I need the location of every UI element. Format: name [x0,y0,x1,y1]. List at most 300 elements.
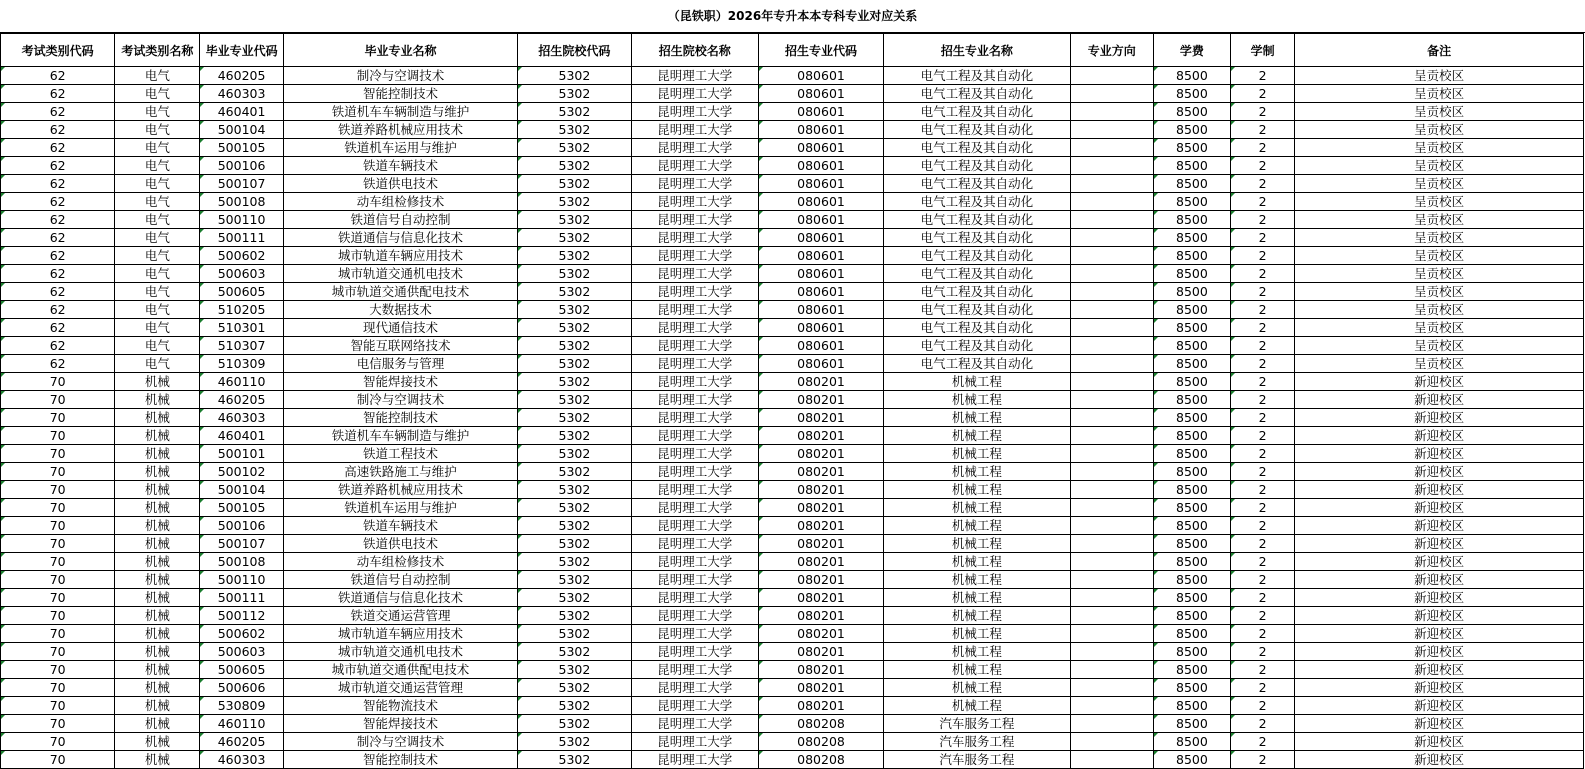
cell-enroll-major-code[interactable]: 080601 [758,139,883,157]
cell-graduate-major-code[interactable]: 510309 [200,355,283,373]
cell-exam-category-code[interactable]: 70 [1,427,115,445]
cell-school-name[interactable]: 昆明理工大学 [631,625,758,643]
cell-remarks[interactable]: 呈贡校区 [1295,211,1584,229]
cell-school-code[interactable]: 5302 [518,229,631,247]
cell-duration[interactable]: 2 [1231,247,1295,265]
header-tuition[interactable]: 学费 [1153,34,1230,67]
cell-graduate-major-code[interactable]: 500603 [200,643,283,661]
cell-remarks[interactable]: 新迎校区 [1295,751,1584,769]
cell-graduate-major-code[interactable]: 460110 [200,373,283,391]
cell-exam-category-code[interactable]: 70 [1,571,115,589]
cell-enroll-major-name[interactable]: 机械工程 [884,517,1070,535]
cell-tuition[interactable]: 8500 [1153,661,1230,679]
cell-duration[interactable]: 2 [1231,355,1295,373]
cell-major-direction[interactable] [1070,751,1153,769]
cell-tuition[interactable]: 8500 [1153,103,1230,121]
cell-enroll-major-code[interactable]: 080201 [758,553,883,571]
cell-tuition[interactable]: 8500 [1153,373,1230,391]
cell-exam-category-code[interactable]: 62 [1,247,115,265]
cell-graduate-major-code[interactable]: 500107 [200,535,283,553]
cell-graduate-major-name[interactable]: 智能物流技术 [283,697,518,715]
cell-exam-category-code[interactable]: 70 [1,481,115,499]
cell-duration[interactable]: 2 [1231,607,1295,625]
cell-graduate-major-code[interactable]: 500112 [200,607,283,625]
cell-school-name[interactable]: 昆明理工大学 [631,481,758,499]
cell-enroll-major-name[interactable]: 电气工程及其自动化 [884,193,1070,211]
cell-major-direction[interactable] [1070,247,1153,265]
cell-enroll-major-name[interactable]: 电气工程及其自动化 [884,103,1070,121]
cell-major-direction[interactable] [1070,481,1153,499]
cell-graduate-major-code[interactable]: 460205 [200,733,283,751]
cell-duration[interactable]: 2 [1231,733,1295,751]
cell-remarks[interactable]: 呈贡校区 [1295,337,1584,355]
cell-enroll-major-name[interactable]: 机械工程 [884,553,1070,571]
cell-exam-category-code[interactable]: 70 [1,697,115,715]
cell-graduate-major-name[interactable]: 铁道机车车辆制造与维护 [283,427,518,445]
cell-graduate-major-code[interactable]: 500110 [200,571,283,589]
cell-graduate-major-code[interactable]: 510301 [200,319,283,337]
cell-duration[interactable]: 2 [1231,211,1295,229]
cell-enroll-major-code[interactable]: 080201 [758,481,883,499]
cell-enroll-major-code[interactable]: 080201 [758,589,883,607]
cell-exam-category-code[interactable]: 70 [1,643,115,661]
cell-remarks[interactable]: 呈贡校区 [1295,319,1584,337]
cell-remarks[interactable]: 新迎校区 [1295,373,1584,391]
header-duration[interactable]: 学制 [1231,34,1295,67]
cell-exam-category-name[interactable]: 电气 [115,139,200,157]
cell-enroll-major-name[interactable]: 机械工程 [884,481,1070,499]
cell-graduate-major-name[interactable]: 智能互联网络技术 [283,337,518,355]
cell-enroll-major-name[interactable]: 电气工程及其自动化 [884,319,1070,337]
cell-graduate-major-code[interactable]: 500101 [200,445,283,463]
cell-exam-category-name[interactable]: 电气 [115,103,200,121]
cell-exam-category-name[interactable]: 机械 [115,517,200,535]
cell-tuition[interactable]: 8500 [1153,121,1230,139]
cell-enroll-major-name[interactable]: 机械工程 [884,643,1070,661]
cell-exam-category-name[interactable]: 机械 [115,661,200,679]
cell-tuition[interactable]: 8500 [1153,193,1230,211]
cell-graduate-major-name[interactable]: 铁道信号自动控制 [283,571,518,589]
cell-duration[interactable]: 2 [1231,265,1295,283]
cell-exam-category-name[interactable]: 电气 [115,319,200,337]
cell-school-code[interactable]: 5302 [518,625,631,643]
cell-school-code[interactable]: 5302 [518,139,631,157]
cell-school-name[interactable]: 昆明理工大学 [631,319,758,337]
cell-enroll-major-code[interactable]: 080201 [758,409,883,427]
cell-exam-category-code[interactable]: 62 [1,175,115,193]
cell-graduate-major-name[interactable]: 铁道交通运营管理 [283,607,518,625]
cell-duration[interactable]: 2 [1231,553,1295,571]
cell-enroll-major-code[interactable]: 080201 [758,517,883,535]
cell-enroll-major-code[interactable]: 080601 [758,67,883,85]
cell-exam-category-name[interactable]: 机械 [115,499,200,517]
cell-exam-category-code[interactable]: 62 [1,157,115,175]
cell-enroll-major-code[interactable]: 080201 [758,535,883,553]
cell-graduate-major-name[interactable]: 铁道养路机械应用技术 [283,481,518,499]
cell-exam-category-name[interactable]: 机械 [115,751,200,769]
cell-graduate-major-code[interactable]: 500602 [200,247,283,265]
cell-school-name[interactable]: 昆明理工大学 [631,643,758,661]
cell-graduate-major-name[interactable]: 城市轨道车辆应用技术 [283,625,518,643]
cell-graduate-major-name[interactable]: 城市轨道交通供配电技术 [283,283,518,301]
header-school-code[interactable]: 招生院校代码 [518,34,631,67]
cell-school-name[interactable]: 昆明理工大学 [631,553,758,571]
cell-tuition[interactable]: 8500 [1153,517,1230,535]
cell-duration[interactable]: 2 [1231,193,1295,211]
header-exam-category-name[interactable]: 考试类别名称 [115,34,200,67]
cell-school-code[interactable]: 5302 [518,247,631,265]
cell-tuition[interactable]: 8500 [1153,589,1230,607]
cell-exam-category-code[interactable]: 70 [1,733,115,751]
cell-exam-category-code[interactable]: 70 [1,751,115,769]
cell-graduate-major-name[interactable]: 智能控制技术 [283,751,518,769]
cell-enroll-major-code[interactable]: 080201 [758,499,883,517]
cell-enroll-major-code[interactable]: 080601 [758,319,883,337]
cell-remarks[interactable]: 呈贡校区 [1295,355,1584,373]
cell-enroll-major-code[interactable]: 080201 [758,391,883,409]
cell-duration[interactable]: 2 [1231,517,1295,535]
cell-graduate-major-name[interactable]: 高速铁路施工与维护 [283,463,518,481]
cell-school-code[interactable]: 5302 [518,283,631,301]
cell-remarks[interactable]: 新迎校区 [1295,607,1584,625]
cell-graduate-major-code[interactable]: 510307 [200,337,283,355]
cell-major-direction[interactable] [1070,265,1153,283]
cell-graduate-major-code[interactable]: 500106 [200,517,283,535]
cell-exam-category-name[interactable]: 机械 [115,625,200,643]
cell-major-direction[interactable] [1070,715,1153,733]
cell-enroll-major-name[interactable]: 电气工程及其自动化 [884,301,1070,319]
cell-graduate-major-code[interactable]: 500603 [200,265,283,283]
cell-remarks[interactable]: 呈贡校区 [1295,157,1584,175]
cell-remarks[interactable]: 呈贡校区 [1295,247,1584,265]
cell-exam-category-name[interactable]: 机械 [115,553,200,571]
cell-enroll-major-code[interactable]: 080601 [758,337,883,355]
cell-duration[interactable]: 2 [1231,661,1295,679]
cell-exam-category-code[interactable]: 70 [1,391,115,409]
cell-tuition[interactable]: 8500 [1153,67,1230,85]
cell-school-name[interactable]: 昆明理工大学 [631,175,758,193]
cell-exam-category-name[interactable]: 机械 [115,427,200,445]
cell-major-direction[interactable] [1070,103,1153,121]
header-remarks[interactable]: 备注 [1295,34,1584,67]
cell-exam-category-name[interactable]: 电气 [115,121,200,139]
cell-remarks[interactable]: 呈贡校区 [1295,139,1584,157]
cell-enroll-major-code[interactable]: 080208 [758,715,883,733]
cell-enroll-major-code[interactable]: 080601 [758,103,883,121]
cell-school-code[interactable]: 5302 [518,427,631,445]
cell-graduate-major-name[interactable]: 智能控制技术 [283,85,518,103]
cell-exam-category-code[interactable]: 62 [1,229,115,247]
cell-major-direction[interactable] [1070,391,1153,409]
cell-major-direction[interactable] [1070,355,1153,373]
cell-remarks[interactable]: 呈贡校区 [1295,175,1584,193]
cell-exam-category-name[interactable]: 机械 [115,607,200,625]
cell-tuition[interactable]: 8500 [1153,139,1230,157]
cell-enroll-major-code[interactable]: 080601 [758,121,883,139]
cell-tuition[interactable]: 8500 [1153,733,1230,751]
cell-exam-category-code[interactable]: 62 [1,301,115,319]
cell-enroll-major-name[interactable]: 机械工程 [884,625,1070,643]
cell-graduate-major-name[interactable]: 制冷与空调技术 [283,733,518,751]
cell-major-direction[interactable] [1070,499,1153,517]
cell-enroll-major-code[interactable]: 080201 [758,571,883,589]
cell-exam-category-name[interactable]: 机械 [115,679,200,697]
cell-school-code[interactable]: 5302 [518,409,631,427]
cell-remarks[interactable]: 呈贡校区 [1295,193,1584,211]
cell-enroll-major-name[interactable]: 机械工程 [884,571,1070,589]
cell-duration[interactable]: 2 [1231,625,1295,643]
cell-enroll-major-name[interactable]: 机械工程 [884,661,1070,679]
cell-school-code[interactable]: 5302 [518,175,631,193]
cell-enroll-major-code[interactable]: 080201 [758,373,883,391]
cell-exam-category-code[interactable]: 62 [1,283,115,301]
cell-exam-category-code[interactable]: 62 [1,139,115,157]
cell-remarks[interactable]: 新迎校区 [1295,535,1584,553]
cell-graduate-major-code[interactable]: 500105 [200,499,283,517]
cell-major-direction[interactable] [1070,229,1153,247]
cell-enroll-major-code[interactable]: 080601 [758,157,883,175]
cell-graduate-major-code[interactable]: 500605 [200,283,283,301]
cell-exam-category-name[interactable]: 电气 [115,67,200,85]
cell-enroll-major-name[interactable]: 电气工程及其自动化 [884,247,1070,265]
cell-duration[interactable]: 2 [1231,499,1295,517]
header-graduate-major-name[interactable]: 毕业专业名称 [283,34,518,67]
cell-school-name[interactable]: 昆明理工大学 [631,193,758,211]
cell-duration[interactable]: 2 [1231,229,1295,247]
cell-exam-category-name[interactable]: 机械 [115,643,200,661]
cell-enroll-major-name[interactable]: 电气工程及其自动化 [884,157,1070,175]
cell-graduate-major-code[interactable]: 460401 [200,103,283,121]
cell-school-code[interactable]: 5302 [518,211,631,229]
cell-enroll-major-name[interactable]: 电气工程及其自动化 [884,121,1070,139]
header-enroll-major-code[interactable]: 招生专业代码 [758,34,883,67]
cell-school-name[interactable]: 昆明理工大学 [631,247,758,265]
cell-exam-category-name[interactable]: 电气 [115,265,200,283]
cell-school-name[interactable]: 昆明理工大学 [631,391,758,409]
cell-graduate-major-code[interactable]: 500108 [200,193,283,211]
cell-duration[interactable]: 2 [1231,643,1295,661]
cell-exam-category-code[interactable]: 70 [1,409,115,427]
cell-school-name[interactable]: 昆明理工大学 [631,535,758,553]
cell-school-code[interactable]: 5302 [518,571,631,589]
cell-school-code[interactable]: 5302 [518,391,631,409]
cell-graduate-major-code[interactable]: 500106 [200,157,283,175]
cell-enroll-major-code[interactable]: 080601 [758,265,883,283]
cell-school-code[interactable]: 5302 [518,589,631,607]
cell-school-name[interactable]: 昆明理工大学 [631,517,758,535]
cell-tuition[interactable]: 8500 [1153,409,1230,427]
cell-major-direction[interactable] [1070,409,1153,427]
cell-exam-category-code[interactable]: 70 [1,625,115,643]
cell-school-code[interactable]: 5302 [518,697,631,715]
cell-enroll-major-name[interactable]: 机械工程 [884,535,1070,553]
cell-graduate-major-name[interactable]: 铁道机车运用与维护 [283,499,518,517]
cell-graduate-major-code[interactable]: 500104 [200,481,283,499]
cell-school-name[interactable]: 昆明理工大学 [631,661,758,679]
cell-graduate-major-name[interactable]: 铁道通信与信息化技术 [283,589,518,607]
cell-exam-category-code[interactable]: 62 [1,193,115,211]
cell-school-name[interactable]: 昆明理工大学 [631,679,758,697]
cell-exam-category-code[interactable]: 62 [1,319,115,337]
cell-enroll-major-code[interactable]: 080201 [758,697,883,715]
cell-enroll-major-name[interactable]: 电气工程及其自动化 [884,67,1070,85]
cell-exam-category-name[interactable]: 机械 [115,409,200,427]
cell-school-code[interactable]: 5302 [518,553,631,571]
cell-major-direction[interactable] [1070,535,1153,553]
cell-school-name[interactable]: 昆明理工大学 [631,265,758,283]
cell-enroll-major-code[interactable]: 080601 [758,85,883,103]
cell-enroll-major-name[interactable]: 电气工程及其自动化 [884,85,1070,103]
cell-tuition[interactable]: 8500 [1153,697,1230,715]
cell-tuition[interactable]: 8500 [1153,211,1230,229]
cell-exam-category-name[interactable]: 电气 [115,229,200,247]
cell-major-direction[interactable] [1070,373,1153,391]
cell-enroll-major-code[interactable]: 080201 [758,661,883,679]
cell-duration[interactable]: 2 [1231,139,1295,157]
cell-school-code[interactable]: 5302 [518,301,631,319]
cell-graduate-major-name[interactable]: 城市轨道车辆应用技术 [283,247,518,265]
cell-graduate-major-code[interactable]: 500108 [200,553,283,571]
cell-exam-category-code[interactable]: 70 [1,715,115,733]
cell-school-code[interactable]: 5302 [518,751,631,769]
cell-major-direction[interactable] [1070,607,1153,625]
cell-enroll-major-name[interactable]: 电气工程及其自动化 [884,265,1070,283]
cell-school-name[interactable]: 昆明理工大学 [631,139,758,157]
cell-remarks[interactable]: 新迎校区 [1295,661,1584,679]
cell-remarks[interactable]: 新迎校区 [1295,517,1584,535]
cell-graduate-major-name[interactable]: 城市轨道交通运营管理 [283,679,518,697]
cell-enroll-major-name[interactable]: 机械工程 [884,499,1070,517]
cell-tuition[interactable]: 8500 [1153,715,1230,733]
cell-school-code[interactable]: 5302 [518,337,631,355]
cell-remarks[interactable]: 新迎校区 [1295,643,1584,661]
cell-exam-category-code[interactable]: 70 [1,445,115,463]
cell-graduate-major-name[interactable]: 动车组检修技术 [283,553,518,571]
cell-remarks[interactable]: 呈贡校区 [1295,301,1584,319]
cell-remarks[interactable]: 新迎校区 [1295,733,1584,751]
cell-major-direction[interactable] [1070,589,1153,607]
cell-graduate-major-name[interactable]: 城市轨道交通机电技术 [283,265,518,283]
header-enroll-major-name[interactable]: 招生专业名称 [884,34,1070,67]
cell-graduate-major-name[interactable]: 铁道供电技术 [283,175,518,193]
cell-major-direction[interactable] [1070,643,1153,661]
cell-tuition[interactable]: 8500 [1153,391,1230,409]
cell-major-direction[interactable] [1070,337,1153,355]
cell-school-name[interactable]: 昆明理工大学 [631,157,758,175]
cell-school-code[interactable]: 5302 [518,85,631,103]
cell-remarks[interactable]: 新迎校区 [1295,391,1584,409]
cell-remarks[interactable]: 新迎校区 [1295,553,1584,571]
cell-graduate-major-name[interactable]: 智能焊接技术 [283,373,518,391]
cell-duration[interactable]: 2 [1231,751,1295,769]
cell-exam-category-name[interactable]: 电气 [115,355,200,373]
cell-school-code[interactable]: 5302 [518,103,631,121]
cell-tuition[interactable]: 8500 [1153,157,1230,175]
cell-remarks[interactable]: 新迎校区 [1295,625,1584,643]
cell-duration[interactable]: 2 [1231,481,1295,499]
cell-major-direction[interactable] [1070,661,1153,679]
cell-duration[interactable]: 2 [1231,679,1295,697]
cell-remarks[interactable]: 呈贡校区 [1295,85,1584,103]
cell-duration[interactable]: 2 [1231,571,1295,589]
cell-enroll-major-code[interactable]: 080201 [758,445,883,463]
cell-school-name[interactable]: 昆明理工大学 [631,121,758,139]
cell-enroll-major-code[interactable]: 080208 [758,733,883,751]
cell-remarks[interactable]: 新迎校区 [1295,427,1584,445]
cell-major-direction[interactable] [1070,319,1153,337]
cell-remarks[interactable]: 新迎校区 [1295,481,1584,499]
cell-enroll-major-name[interactable]: 电气工程及其自动化 [884,139,1070,157]
cell-enroll-major-code[interactable]: 080601 [758,247,883,265]
cell-exam-category-name[interactable]: 电气 [115,301,200,319]
cell-school-name[interactable]: 昆明理工大学 [631,733,758,751]
cell-graduate-major-name[interactable]: 城市轨道交通供配电技术 [283,661,518,679]
cell-major-direction[interactable] [1070,517,1153,535]
cell-graduate-major-name[interactable]: 铁道工程技术 [283,445,518,463]
cell-school-name[interactable]: 昆明理工大学 [631,697,758,715]
cell-tuition[interactable]: 8500 [1153,265,1230,283]
cell-enroll-major-name[interactable]: 电气工程及其自动化 [884,355,1070,373]
cell-remarks[interactable]: 新迎校区 [1295,589,1584,607]
cell-graduate-major-name[interactable]: 电信服务与管理 [283,355,518,373]
cell-tuition[interactable]: 8500 [1153,625,1230,643]
cell-school-name[interactable]: 昆明理工大学 [631,589,758,607]
cell-tuition[interactable]: 8500 [1153,337,1230,355]
cell-graduate-major-code[interactable]: 500110 [200,211,283,229]
cell-duration[interactable]: 2 [1231,337,1295,355]
cell-school-code[interactable]: 5302 [518,355,631,373]
cell-major-direction[interactable] [1070,283,1153,301]
cell-major-direction[interactable] [1070,571,1153,589]
cell-duration[interactable]: 2 [1231,103,1295,121]
cell-exam-category-name[interactable]: 电气 [115,337,200,355]
cell-tuition[interactable]: 8500 [1153,751,1230,769]
cell-enroll-major-name[interactable]: 机械工程 [884,463,1070,481]
cell-enroll-major-code[interactable]: 080601 [758,193,883,211]
cell-tuition[interactable]: 8500 [1153,283,1230,301]
cell-graduate-major-code[interactable]: 460303 [200,751,283,769]
cell-major-direction[interactable] [1070,85,1153,103]
cell-tuition[interactable]: 8500 [1153,175,1230,193]
cell-duration[interactable]: 2 [1231,175,1295,193]
cell-school-name[interactable]: 昆明理工大学 [631,301,758,319]
cell-tuition[interactable]: 8500 [1153,247,1230,265]
cell-major-direction[interactable] [1070,139,1153,157]
cell-school-code[interactable]: 5302 [518,661,631,679]
cell-graduate-major-code[interactable]: 500104 [200,121,283,139]
cell-remarks[interactable]: 新迎校区 [1295,571,1584,589]
cell-graduate-major-name[interactable]: 动车组检修技术 [283,193,518,211]
cell-exam-category-code[interactable]: 62 [1,67,115,85]
cell-exam-category-code[interactable]: 62 [1,85,115,103]
cell-enroll-major-code[interactable]: 080601 [758,355,883,373]
cell-enroll-major-code[interactable]: 080201 [758,607,883,625]
cell-school-code[interactable]: 5302 [518,607,631,625]
cell-school-code[interactable]: 5302 [518,157,631,175]
cell-exam-category-code[interactable]: 62 [1,337,115,355]
cell-graduate-major-name[interactable]: 铁道车辆技术 [283,517,518,535]
cell-exam-category-code[interactable]: 70 [1,499,115,517]
cell-remarks[interactable]: 新迎校区 [1295,715,1584,733]
cell-school-name[interactable]: 昆明理工大学 [631,373,758,391]
cell-exam-category-code[interactable]: 70 [1,553,115,571]
cell-school-code[interactable]: 5302 [518,373,631,391]
cell-major-direction[interactable] [1070,301,1153,319]
cell-tuition[interactable]: 8500 [1153,553,1230,571]
cell-tuition[interactable]: 8500 [1153,463,1230,481]
cell-graduate-major-name[interactable]: 铁道车辆技术 [283,157,518,175]
cell-enroll-major-code[interactable]: 080201 [758,463,883,481]
